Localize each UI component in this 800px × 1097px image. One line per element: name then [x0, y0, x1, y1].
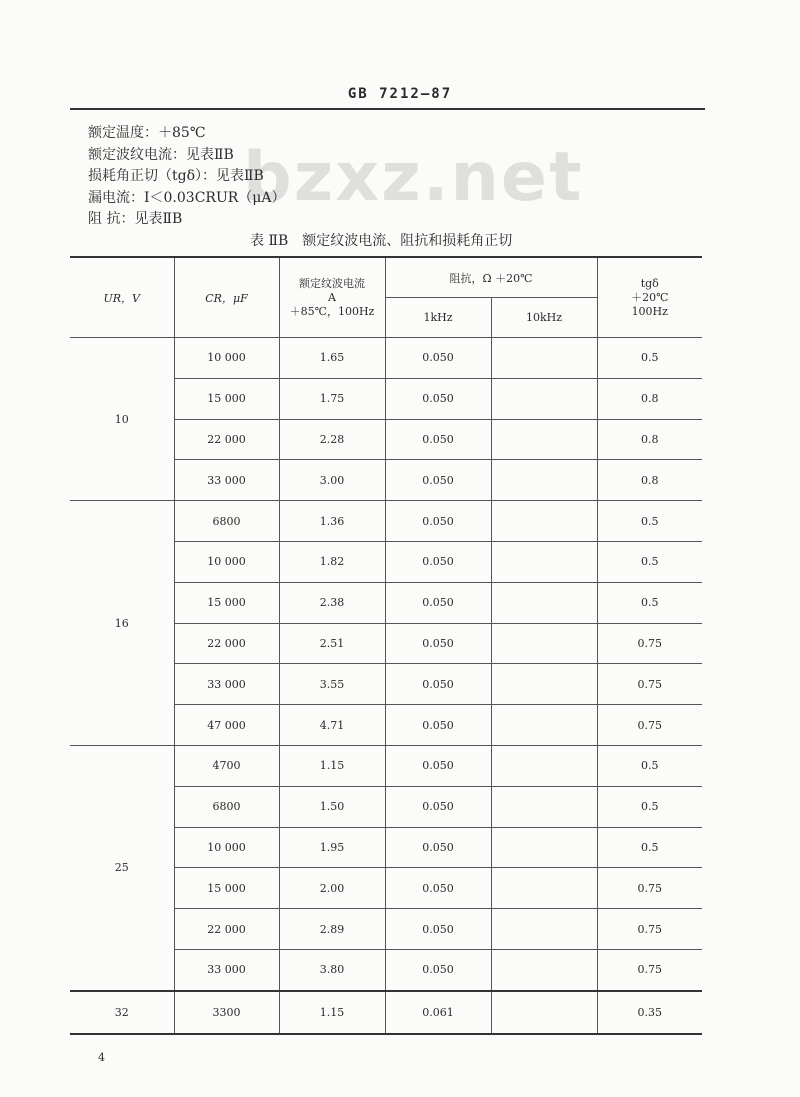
cell-impedance-1khz: 0.050	[385, 868, 491, 909]
cell-impedance-1khz: 0.050	[385, 623, 491, 664]
cell-impedance-1khz: 0.050	[385, 745, 491, 786]
cell-ripple: 1.95	[279, 827, 385, 868]
cell-tg: 0.8	[597, 378, 702, 419]
spec-impedance: 阻 抗：见表ⅡB	[88, 211, 183, 227]
header-ur: UR，V	[70, 257, 174, 338]
table-title	[250, 230, 526, 250]
cell-impedance-1khz: 0.050	[385, 827, 491, 868]
table-row	[70, 991, 702, 1034]
cell-ripple: 1.36	[279, 501, 385, 542]
cell-tg: 0.75	[597, 909, 702, 950]
cell-tg: 0.75	[597, 664, 702, 705]
cell-ripple: 1.50	[279, 786, 385, 827]
table-row	[70, 501, 702, 542]
cell-impedance-10khz	[491, 460, 597, 501]
table-title-text: 额定纹波电流、阻抗和损耗角正切	[302, 233, 513, 249]
cell-ripple: 1.15	[279, 745, 385, 786]
cell-tg: 0.75	[597, 705, 702, 746]
spec-list	[88, 123, 286, 231]
spec-leakage-current: 漏电流：I＜0.03CRUR（μA）	[88, 189, 286, 206]
header-tg: tgδ ＋20℃ 100Hz	[597, 257, 702, 338]
cell-impedance-10khz	[491, 623, 597, 664]
cell-cr: 22 000	[174, 909, 279, 950]
cell-ripple: 1.15	[279, 991, 385, 1034]
cell-cr: 47 000	[174, 705, 279, 746]
table-body	[70, 338, 702, 1034]
cell-ripple: 2.00	[279, 868, 385, 909]
cell-impedance-1khz: 0.050	[385, 786, 491, 827]
cell-impedance-10khz	[491, 949, 597, 990]
cell-cr: 10 000	[174, 541, 279, 582]
cell-ur: 32	[70, 991, 174, 1034]
cell-tg: 0.35	[597, 991, 702, 1034]
cell-impedance-1khz: 0.050	[385, 909, 491, 950]
cell-tg: 0.8	[597, 419, 702, 460]
cell-impedance-1khz: 0.050	[385, 338, 491, 379]
cell-impedance-1khz: 0.050	[385, 419, 491, 460]
cell-cr: 4700	[174, 745, 279, 786]
table-row	[70, 745, 702, 786]
cell-impedance-10khz	[491, 378, 597, 419]
cell-cr: 15 000	[174, 582, 279, 623]
cell-ripple: 2.28	[279, 419, 385, 460]
cell-tg: 0.5	[597, 501, 702, 542]
cell-impedance-10khz	[491, 541, 597, 582]
table-title-label: 表 ⅡB	[250, 233, 289, 249]
header-impedance-10khz: 10kHz	[491, 298, 597, 338]
spec-loss-tangent: 损耗角正切（tgδ）：见表ⅡB	[88, 168, 264, 184]
spec-ripple-current: 额定波纹电流：见表ⅡB	[88, 146, 234, 163]
cell-cr: 33 000	[174, 664, 279, 705]
cell-ripple: 2.51	[279, 623, 385, 664]
header-rule	[70, 108, 705, 110]
cell-tg: 0.75	[597, 949, 702, 990]
header-impedance-1khz: 1kHz	[385, 298, 491, 338]
cell-impedance-10khz	[491, 827, 597, 868]
header-cr: CR，μF	[174, 257, 279, 338]
cell-tg: 0.5	[597, 338, 702, 379]
watermark: bzxz.net	[243, 138, 584, 217]
cell-impedance-1khz: 0.050	[385, 460, 491, 501]
header-impedance: 阻抗，Ω ＋20℃	[385, 257, 597, 298]
cell-impedance-10khz	[491, 705, 597, 746]
page-number: 4	[98, 1051, 105, 1064]
cell-cr: 10 000	[174, 338, 279, 379]
cell-ripple: 2.38	[279, 582, 385, 623]
cell-cr: 10 000	[174, 827, 279, 868]
cell-impedance-1khz: 0.050	[385, 541, 491, 582]
cell-ripple: 4.71	[279, 705, 385, 746]
cell-tg: 0.5	[597, 582, 702, 623]
cell-cr: 22 000	[174, 623, 279, 664]
cell-ripple: 3.55	[279, 664, 385, 705]
spec-rated-temperature: 额定温度：＋85℃	[88, 125, 206, 141]
cell-impedance-1khz: 0.050	[385, 582, 491, 623]
cell-impedance-10khz	[491, 501, 597, 542]
cell-ripple: 1.65	[279, 338, 385, 379]
cell-tg: 0.5	[597, 745, 702, 786]
cell-ur: 16	[70, 501, 174, 746]
cell-impedance-10khz	[491, 338, 597, 379]
cell-cr: 33 000	[174, 460, 279, 501]
cell-cr: 6800	[174, 786, 279, 827]
cell-tg: 0.5	[597, 541, 702, 582]
cell-ur: 10	[70, 338, 174, 501]
cell-cr: 15 000	[174, 378, 279, 419]
cell-tg: 0.8	[597, 460, 702, 501]
cell-cr: 6800	[174, 501, 279, 542]
cell-impedance-1khz: 0.050	[385, 378, 491, 419]
cell-impedance-10khz	[491, 582, 597, 623]
cell-ripple: 1.75	[279, 378, 385, 419]
cell-tg: 0.75	[597, 623, 702, 664]
cell-ur: 25	[70, 745, 174, 990]
cell-impedance-1khz: 0.050	[385, 705, 491, 746]
cell-cr: 33 000	[174, 949, 279, 990]
cell-ripple: 1.82	[279, 541, 385, 582]
cell-cr: 22 000	[174, 419, 279, 460]
cell-impedance-1khz: 0.050	[385, 949, 491, 990]
cell-impedance-10khz	[491, 786, 597, 827]
standard-id: GB 7212—87	[347, 86, 453, 102]
cell-impedance-1khz: 0.050	[385, 501, 491, 542]
cell-tg: 0.5	[597, 827, 702, 868]
cell-impedance-10khz	[491, 745, 597, 786]
cell-tg: 0.75	[597, 868, 702, 909]
cell-impedance-10khz	[491, 664, 597, 705]
cell-impedance-1khz: 0.061	[385, 991, 491, 1034]
header-ripple: 额定纹波电流 A ＋85℃，100Hz	[279, 257, 385, 338]
cell-tg: 0.5	[597, 786, 702, 827]
cell-impedance-1khz: 0.050	[385, 664, 491, 705]
cell-impedance-10khz	[491, 991, 597, 1034]
cell-impedance-10khz	[491, 868, 597, 909]
table-row	[70, 338, 702, 379]
cell-ripple: 2.89	[279, 909, 385, 950]
cell-ripple: 3.00	[279, 460, 385, 501]
cell-cr: 15 000	[174, 868, 279, 909]
cell-impedance-10khz	[491, 419, 597, 460]
ripple-impedance-table	[70, 256, 702, 1035]
cell-cr: 3300	[174, 991, 279, 1034]
cell-ripple: 3.80	[279, 949, 385, 990]
cell-impedance-10khz	[491, 909, 597, 950]
